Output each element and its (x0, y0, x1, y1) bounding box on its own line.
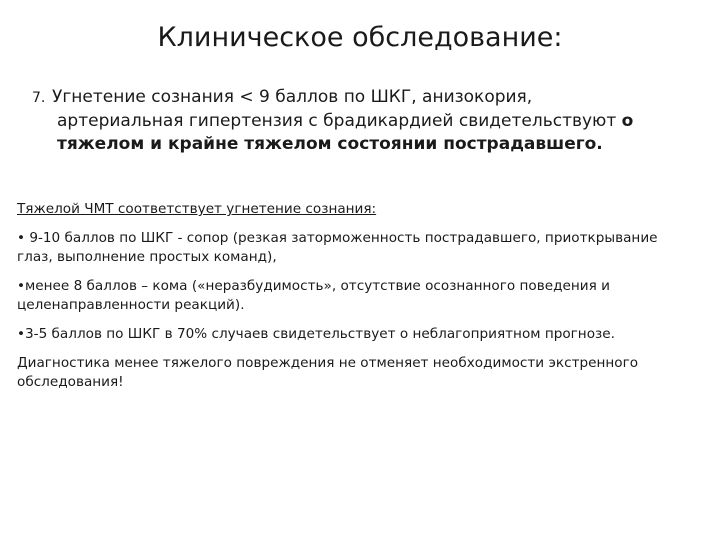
details-block (17, 200, 697, 402)
details-note: Диагностика менее тяжелого повреждения не отменяет необходимости экстренного обследования! (17, 355, 639, 390)
slide-title: Клиническое обследование: (157, 22, 563, 53)
point-line-2-bold: о (621, 111, 634, 131)
point-line-2-text: артериальная гипертензия с брадикардией свидетельствуют (57, 111, 622, 131)
bullet-item: • 9-10 баллов по ШКГ - сопор (резкая заторможенность пострадавшего, приоткрывание глаз, выполнение простых команд), (17, 230, 658, 265)
bullet-item: •3-5 баллов по ШКГ в 70% случаев свидетельствует о неблагоприятном прогнозе. (17, 326, 615, 342)
details-heading: Тяжелой ЧМТ соответствует угнетение сознания: (17, 201, 377, 217)
numbered-point-7 (32, 86, 707, 156)
point-line-2 (32, 110, 707, 133)
point-line-1: Угнетение сознания < 9 баллов по ШКГ, анизокория, (52, 87, 533, 107)
bullet-item: •менее 8 баллов – кома («неразбудимость», отсутствие осознанного поведения и целенаправленности реакций). (17, 278, 610, 313)
point-line-3: тяжелом и крайне тяжелом состоянии пострадавшего. (57, 134, 603, 154)
point-number: 7. (32, 90, 46, 106)
